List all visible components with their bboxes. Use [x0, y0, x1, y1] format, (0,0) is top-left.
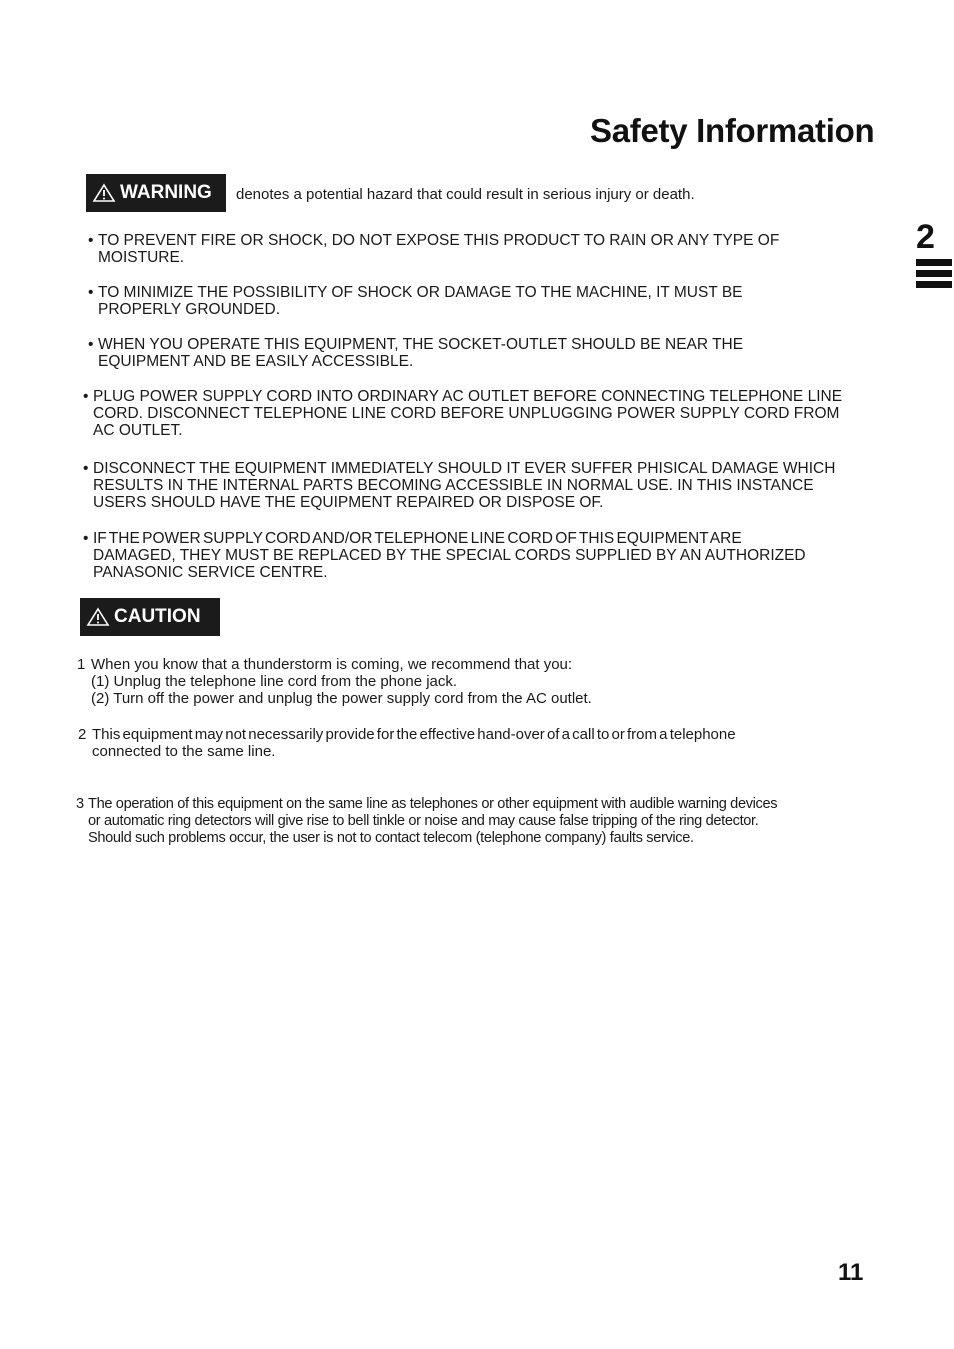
bullet-dot: • [88, 336, 94, 353]
warning-item [83, 388, 873, 439]
warning-item-line: DISCONNECT THE EQUIPMENT IMMEDIATELY SHOULD IT EVER SUFFER PHISICAL DAMAGE WHICH [93, 460, 836, 477]
chapter-bar [916, 259, 952, 266]
caution-item-line: The operation of this equipment on the same line as telephones or other equipment with audible warning devices [88, 796, 778, 812]
warning-badge-label: WARNING [120, 182, 212, 203]
chapter-bar [916, 270, 952, 277]
caution-item-line: (1) Unplug the telephone line cord from the phone jack. [91, 673, 458, 690]
caution-item-line: When you know that a thunderstorm is coming, we recommend that you: [91, 656, 573, 673]
warning-triangle-icon [86, 607, 110, 627]
caution-item-line: Should such problems occur, the user is not to contact telecom (telephone company) faults service. [88, 830, 694, 846]
caution-item-line: This equipment may not necessarily provide for the effective hand-over of a call to or from a telephone [92, 726, 736, 743]
caution-item-number: 3 [76, 796, 84, 812]
warning-item [88, 284, 828, 318]
warning-description: denotes a potential hazard that could result in serious injury or death. [236, 186, 695, 203]
warning-badge [86, 174, 226, 212]
caution-item [77, 656, 711, 707]
warning-item-line: RESULTS IN THE INTERNAL PARTS BECOMING ACCESSIBLE IN NORMAL USE. IN THIS INSTANCE [93, 477, 814, 494]
warning-item-line: DAMAGED, THEY MUST BE REPLACED BY THE SPECIAL CORDS SUPPLIED BY AN AUTHORIZED [93, 547, 806, 564]
caution-item-line: connected to the same line. [92, 743, 276, 760]
bullet-dot: • [83, 388, 89, 405]
warning-item-line: TO MINIMIZE THE POSSIBILITY OF SHOCK OR DAMAGE TO THE MACHINE, IT MUST BE [98, 284, 743, 301]
chapter-bar [916, 281, 952, 288]
chapter-tab [916, 220, 954, 288]
page-title: Safety Information [590, 112, 875, 149]
caution-item [76, 796, 908, 847]
warning-item [88, 336, 828, 370]
warning-item-line: WHEN YOU OPERATE THIS EQUIPMENT, THE SOCKET-OUTLET SHOULD BE NEAR THE [98, 336, 744, 353]
bullet-dot: • [83, 460, 89, 477]
caution-item-line: (2) Turn off the power and unplug the power supply cord from the AC outlet. [91, 690, 592, 707]
caution-item-number: 2 [78, 726, 87, 743]
warning-item-line: AC OUTLET. [93, 422, 183, 439]
warning-item-line: EQUIPMENT AND BE EASILY ACCESSIBLE. [98, 353, 414, 370]
bullet-dot: • [88, 232, 94, 249]
bullet-dot: • [88, 284, 94, 301]
warning-item-line: PROPERLY GROUNDED. [98, 301, 281, 318]
warning-item-line: CORD. DISCONNECT TELEPHONE LINE CORD BEFORE UNPLUGGING POWER SUPPLY CORD FROM [93, 405, 840, 422]
warning-item-line: PLUG POWER SUPPLY CORD INTO ORDINARY AC OUTLET BEFORE CONNECTING TELEPHONE LINE [93, 388, 843, 405]
warning-item [83, 530, 873, 581]
warning-item [83, 460, 873, 511]
warning-triangle-icon [92, 183, 116, 203]
caution-item-line: or automatic ring detectors will give rise to bell tinkle or noise and may cause false tripping of the ring detector. [88, 813, 759, 829]
warning-item-line: MOISTURE. [98, 249, 185, 266]
warning-item [88, 232, 828, 266]
caution-badge-label: CAUTION [114, 606, 201, 627]
bullet-dot: • [83, 530, 89, 547]
warning-item-line: USERS SHOULD HAVE THE EQUIPMENT REPAIRED OR DISPOSE OF. [93, 494, 604, 511]
caution-item-number: 1 [77, 656, 86, 673]
warning-item-line: PANASONIC SERVICE CENTRE. [93, 564, 328, 581]
warning-item-line: TO PREVENT FIRE OR SHOCK, DO NOT EXPOSE THIS PRODUCT TO RAIN OR ANY TYPE OF [98, 232, 780, 249]
caution-item [78, 726, 892, 760]
caution-badge [80, 598, 220, 636]
warning-item-line: IF THE POWER SUPPLY CORD AND/OR TELEPHONE LINE CORD OF THIS EQUIPMENT ARE [93, 530, 742, 547]
page-number: 11 [838, 1259, 864, 1286]
chapter-number: 2 [916, 218, 935, 256]
